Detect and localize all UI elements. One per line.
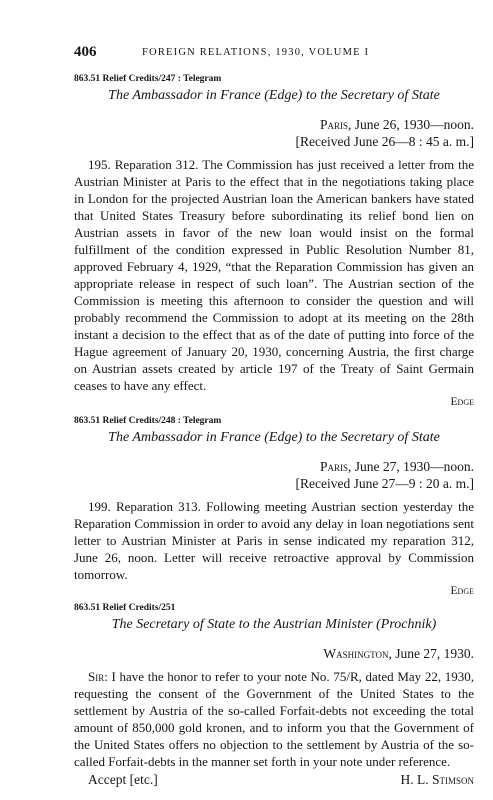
dateline-date: June 27, 1930.	[395, 646, 474, 661]
closing-line	[88, 771, 474, 788]
telegram-body: 199. Reparation 313. Following meeting Austrian section yesterday the Reparation Commission in order to avoid any delay in loan negotiations sent letter to Austrian Minister at Paris in sense indicated my reparation 312, June 26, noon. Letter will receive retroactive approval by Commission tomorrow.	[74, 499, 474, 582]
dateline	[74, 116, 474, 133]
dateline-date: June 26, 1930—noon.	[354, 117, 474, 132]
salutation: Sir:	[88, 669, 108, 684]
closing: Accept [etc.]	[88, 772, 158, 787]
dateline-place: Paris,	[319, 117, 352, 132]
signature: Edge	[450, 585, 474, 597]
dateline	[74, 645, 474, 662]
letter-body	[74, 668, 474, 770]
dateline-place: Paris,	[319, 459, 352, 474]
document-title: The Secretary of State to the Austrian Minister (Prochnik)	[111, 617, 437, 632]
file-reference: 863.51 Relief Credits/251	[74, 603, 176, 613]
document-title: The Ambassador in France (Edge) to the Secretary of State	[108, 430, 440, 445]
dateline-place: Washington,	[323, 646, 392, 661]
telegram-body: 195. Reparation 312. The Commission has just received a letter from the Austrian Minister at Paris to the effect that in the negotiations taking place in London for the projected Austrian loan the American bankers have stated that United States Treasury before subordinating its relief bond lien on Austrian assets in favor of the new loan would insist on the formal fulfillment of the condition expressed in Public Resolution Number 81, approved February 4, 1929, “that the Reparation Commission has given an appropriate release in respect of such loan”. The Austrian section of the Commission is meeting this afternoon to consider the question and will probably recommend the Commission to adopt at its meeting on the 28th instant a decision to the effect that as of the date of putting into force of the Hague agreement of January 20, 1930, concerning Austria, the first charge on Austrian assets created by article 197 of the Treaty of Saint Germain ceases to have any effect.	[74, 157, 474, 393]
page-header	[74, 44, 474, 64]
file-reference: 863.51 Relief Credits/247 : Telegram	[74, 74, 222, 84]
received-line: [Received June 27—9 : 20 a. m.]	[295, 476, 474, 491]
signature: Edge	[450, 396, 474, 408]
received-line: [Received June 26—8 : 45 a. m.]	[295, 134, 474, 149]
dateline-date: June 27, 1930—noon.	[354, 459, 474, 474]
running-head: FOREIGN RELATIONS, 1930, VOLUME I	[142, 47, 370, 58]
letter-text: I have the honor to refer to your note No. 75/R, dated May 22, 1930, requesting the consent of the Government of the United States to the settlement by Austria of the so-called Forfait-debts not exceeding the total amount of 850,000 gold kronen, and to inform you that the Government of the United States offers no objection to the settlement by Austria of the so-called Forfait-debts in the manner set forth in your note under reference.	[74, 669, 474, 769]
page-number: 406	[74, 44, 97, 60]
file-reference: 863.51 Relief Credits/248 : Telegram	[74, 416, 222, 426]
document-entry	[74, 416, 474, 597]
signature: H. L. Stimson	[400, 772, 474, 787]
page-content	[74, 74, 474, 788]
dateline	[74, 458, 474, 475]
document-entry	[74, 603, 474, 788]
document-entry	[74, 74, 474, 408]
document-title: The Ambassador in France (Edge) to the Secretary of State	[108, 88, 440, 103]
